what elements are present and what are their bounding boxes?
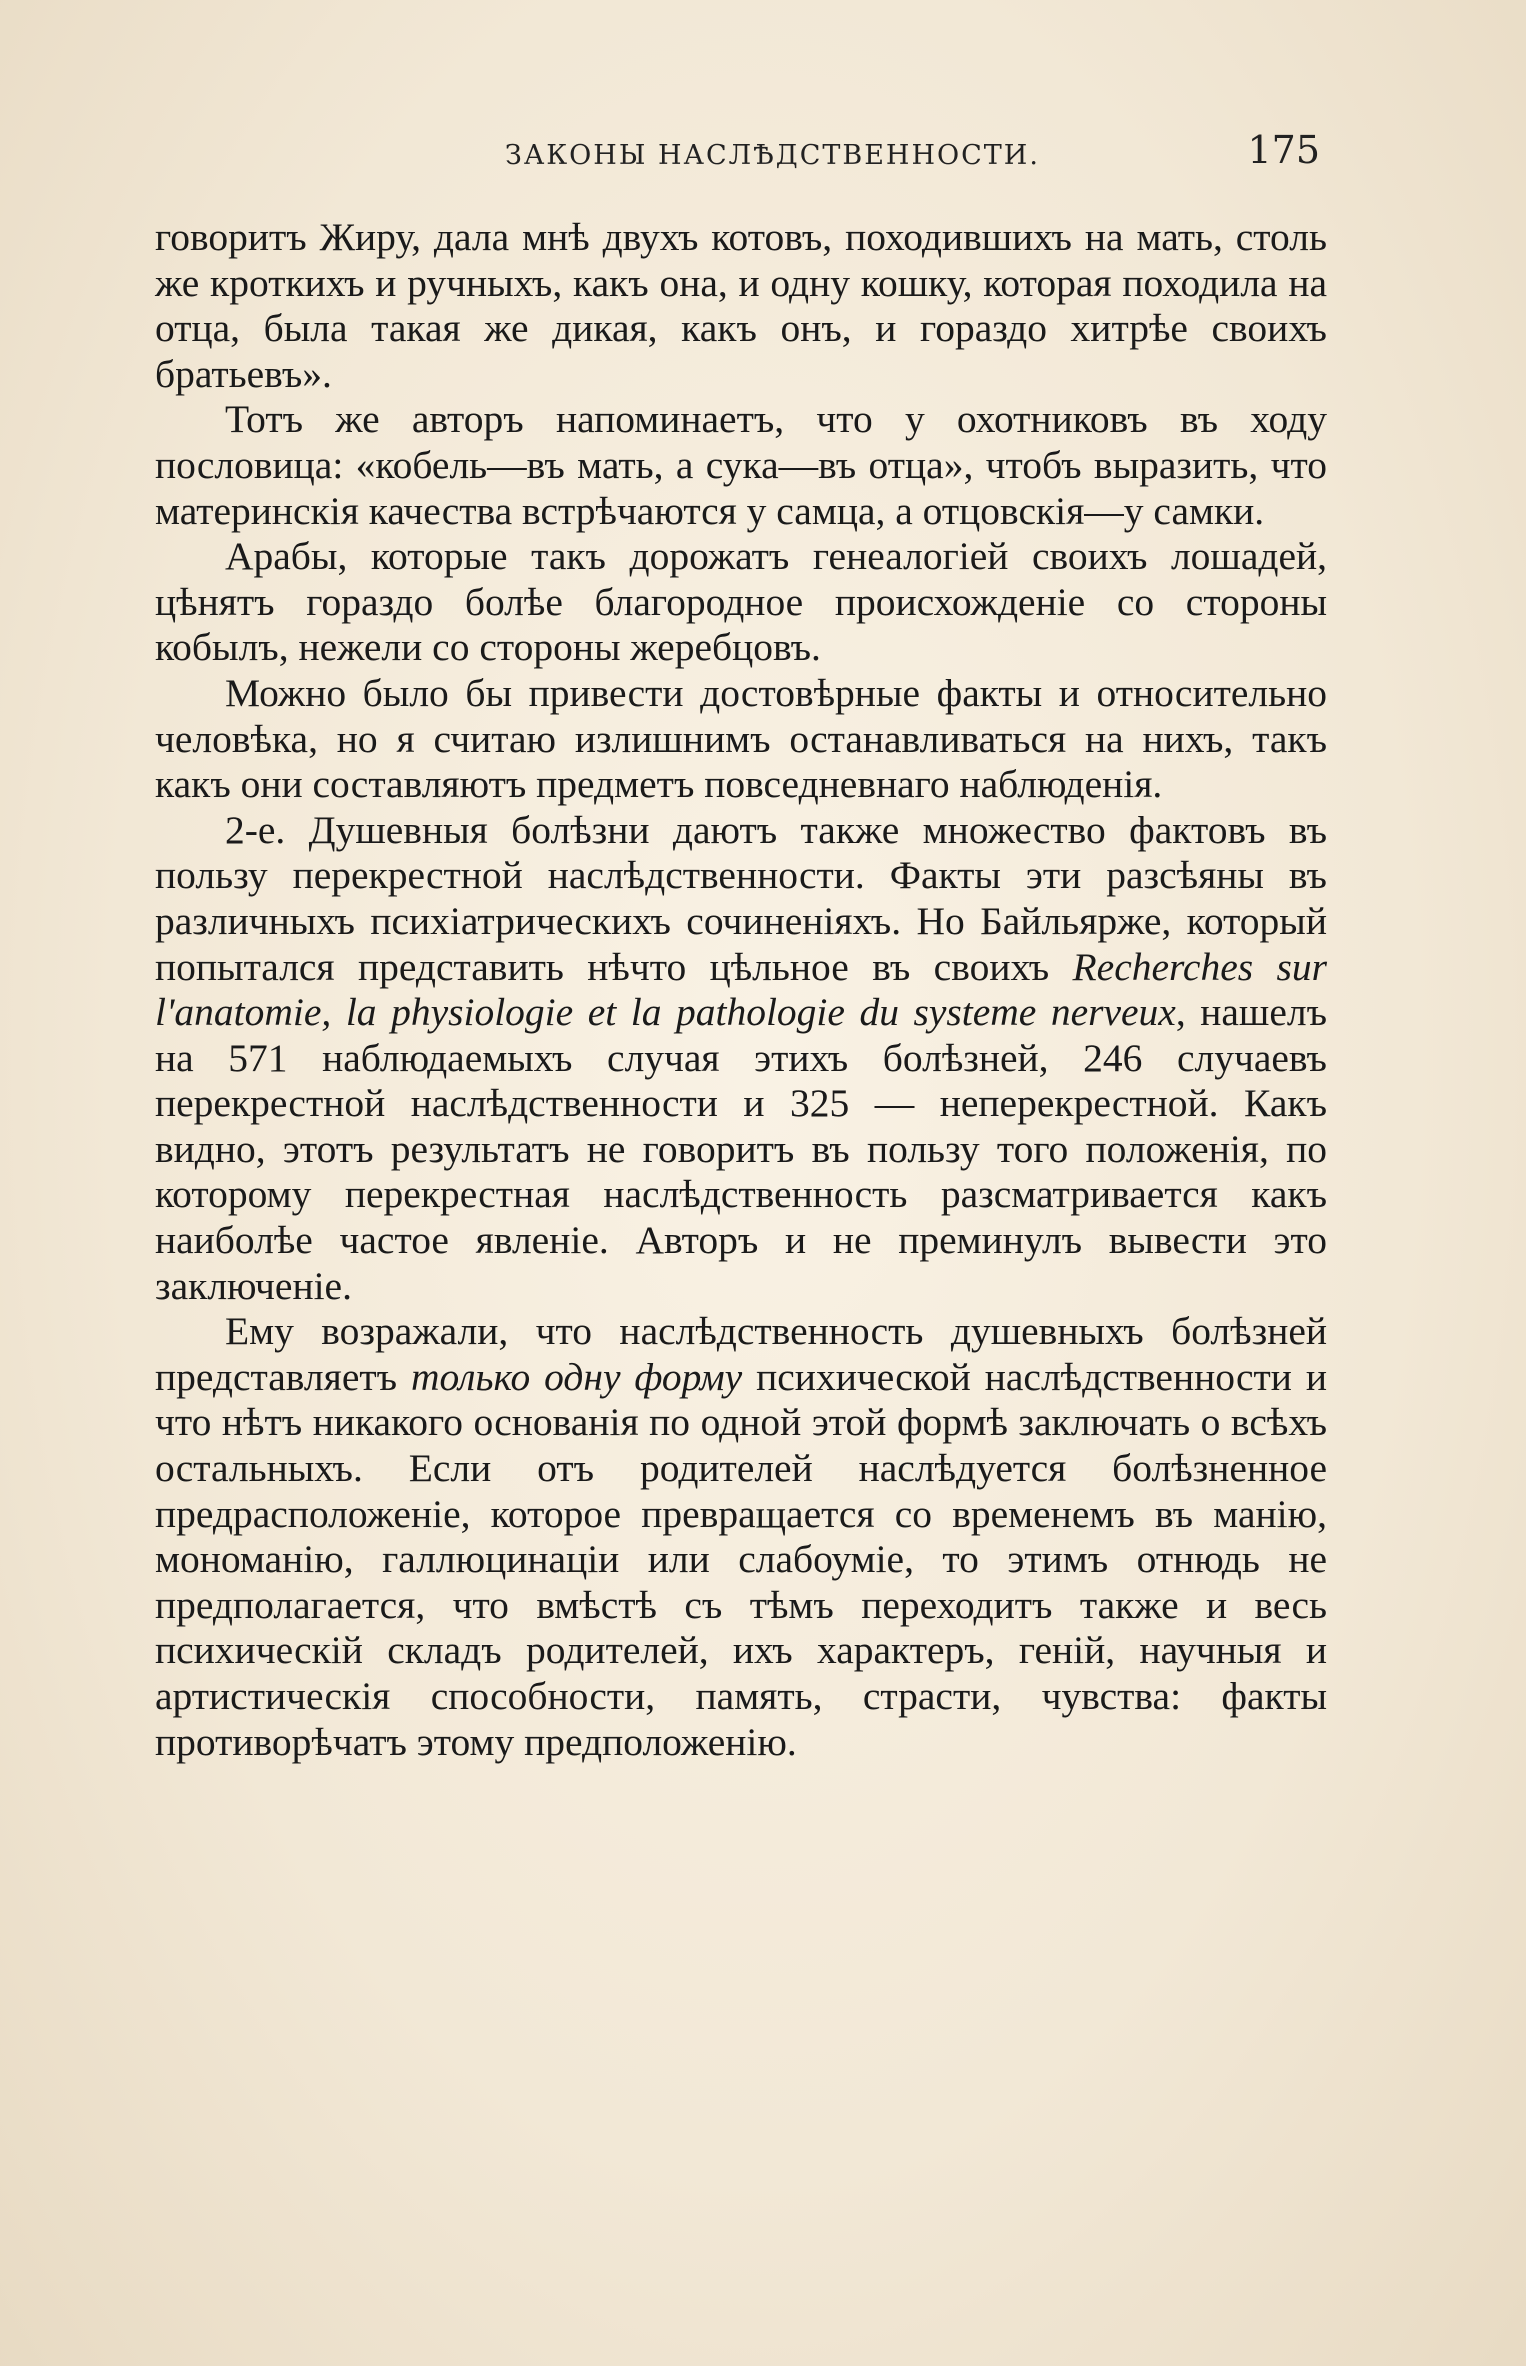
book-title-italic: Recherches sur l'anatomie, la physiologie et la pathologie du systeme nerveux: [155, 944, 1327, 1035]
emphasis-italic: только одну форму: [410, 1354, 743, 1399]
page-number: 175: [1247, 128, 1320, 172]
paragraph-2: Тотъ же авторъ напоминаетъ, что у охотниковъ въ ходу пословица: «кобель—въ мать, а сука—въ отца», чтобъ выразить, что материнскія качества встрѣчаются у самца, а отцовскія—у самки.: [155, 397, 1327, 533]
page-header: [155, 128, 1320, 188]
paragraph-6-text-start: Ему возражали, что наслѣдственность душевныхъ болѣзней представляетъ: [155, 1309, 1327, 1399]
paragraph-6: [155, 1309, 1327, 1765]
paragraph-5-text-start: 2-е. Душевныя болѣзни даютъ также множество фактовъ въ пользу перекрестной наслѣдственности. Факты эти разсѣяны въ различныхъ психіатрическихъ сочиненіяхъ. Но Байльярже, который попытался представить нѣчто цѣльное въ своихъ: [155, 807, 1327, 989]
body-text: [155, 215, 1327, 1765]
paragraph-5: [155, 808, 1327, 1310]
paragraph-6-text-end: психической наслѣдственности и что нѣтъ никакого основанія по одной этой формѣ заключать о всѣхъ остальныхъ. Если отъ родителей наслѣдуется болѣзненное предрасположеніе, которое превращается со временемъ въ манію, мономанію, галлюцинаціи или слабоуміе, то этимъ отнюдь не предполагается, что вмѣстѣ съ тѣмъ переходитъ также и весь психическій складъ родителей, ихъ характеръ, геній, научныя и артистическія способности, память, страсти, чувства: факты противорѣчатъ этому предположенію.: [155, 1354, 1327, 1764]
running-title: ЗАКОНЫ НАСЛѢДСТВЕННОСТИ.: [505, 140, 1040, 171]
paragraph-3: Арабы, которые такъ дорожатъ генеалогіей своихъ лошадей, цѣнятъ гораздо болѣе благородное происхожденіе со стороны кобылъ, нежели со стороны жеребцовъ.: [155, 534, 1327, 670]
paragraph-1: говоритъ Жиру, дала мнѣ двухъ котовъ, походившихъ на мать, столь же кроткихъ и ручныхъ, какъ она, и одну кошку, которая походила на отца, была такая же дикая, какъ онъ, и гораздо хитрѣе своихъ братьевъ».: [155, 215, 1327, 396]
paragraph-4: Можно было бы привести достовѣрные факты и относительно человѣка, но я считаю излишнимъ останавливаться на нихъ, такъ какъ они составляютъ предметъ повседневнаго наблюденія.: [155, 670, 1327, 807]
paragraph-5-text-end: , нашелъ на 571 наблюдаемыхъ случая этихъ болѣзней, 246 случаевъ перекрестной наслѣдственности и 325 — неперекрестной. Какъ видно, этотъ результатъ не говоритъ въ пользу того положенія, по которому перекрестная наслѣдственность разсматривается какъ наиболѣе частое явленіе. Авторъ и не преминулъ вывести это заключеніе.: [155, 990, 1327, 1308]
